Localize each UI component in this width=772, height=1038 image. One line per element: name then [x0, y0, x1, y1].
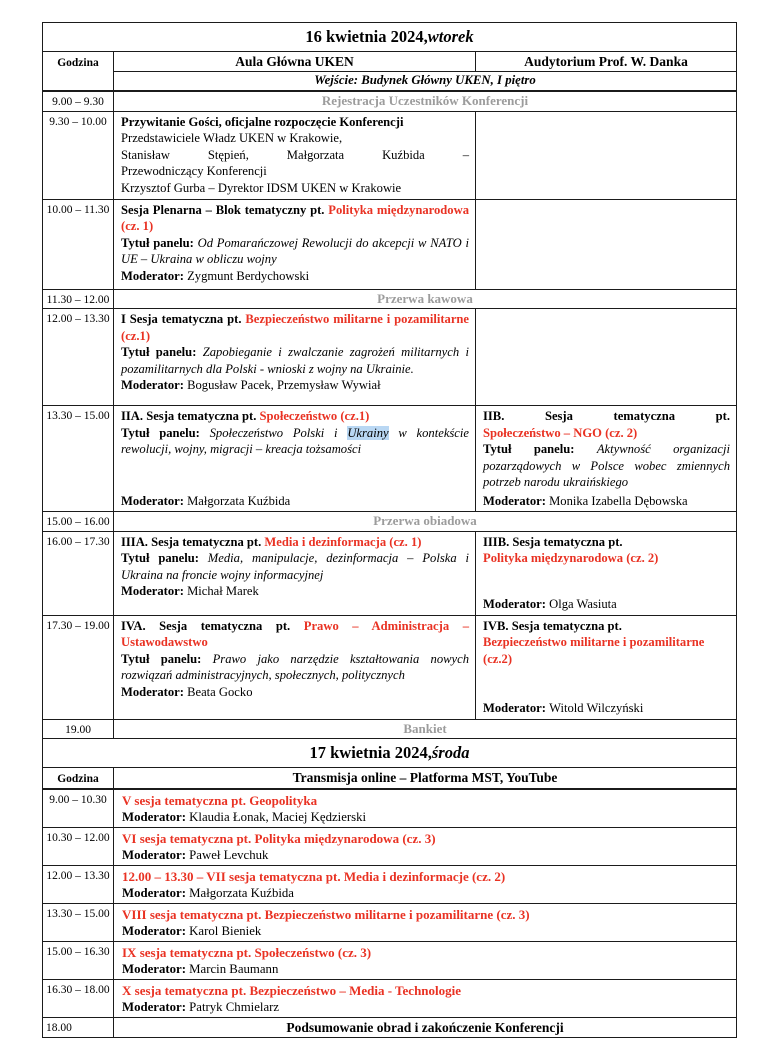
session-title: V sesja tematyczna pt. Geopolityka: [122, 792, 318, 808]
time-cell: 10.30 – 12.00: [43, 828, 114, 865]
moderator-label: Moderator:: [121, 493, 188, 508]
empty-cell: [476, 200, 736, 289]
highlighted-word: Ukrainy: [347, 425, 389, 440]
moderator-line: [122, 999, 730, 1015]
moderator-name: Zygmunt Berdychowski: [187, 268, 310, 283]
session-title-prefix: I Sesja tematyczna pt.: [121, 312, 246, 326]
moderator-name: Patryk Chmielarz: [189, 999, 280, 1014]
panel-label: Tytuł panelu:: [121, 651, 213, 666]
moderator-line: [121, 268, 469, 285]
moderator-line: [122, 885, 730, 901]
session-title-prefix: IIIA. Sesja tematyczna pt.: [121, 534, 265, 549]
session-title-prefix: Sesja Plenarna – Blok tematyczny pt.: [121, 202, 329, 217]
row-lunch-break: [43, 511, 736, 531]
time-cell: 9.00 – 10.30: [43, 790, 114, 827]
session-vi-cell: [114, 828, 736, 865]
row-closing: [43, 1017, 736, 1037]
panel-title-pre: Społeczeństwo Polski i: [209, 425, 348, 440]
time-cell: 13.30 – 15.00: [43, 904, 114, 941]
row-plenary: [43, 199, 736, 289]
panel-label: Tytuł panelu:: [121, 551, 208, 565]
moderator-line: [121, 377, 469, 394]
session-iib-cell: [476, 406, 736, 511]
session-title: [121, 202, 469, 235]
session-title-prefix: IIA. Sesja tematyczna pt.: [121, 409, 260, 423]
moderator-label: Moderator:: [122, 961, 190, 976]
row-session-4: [43, 615, 736, 719]
moderator-label: Moderator:: [483, 701, 550, 715]
panel-title: Zapobieganie i zwalczanie zagrożeń militarnych i pozamilitarnych dla Polski - wnioski z wojny na Ukrainie.: [121, 345, 469, 376]
panel-title: Media, manipulacje, dezinformacja – Polska i Ukraina na froncie wojny informacyjnej: [121, 551, 469, 582]
moderator-label: Moderator:: [122, 885, 190, 900]
venue-a-header: Aula Główna UKEN: [114, 52, 476, 71]
moderator-label: Moderator:: [483, 493, 550, 508]
row-banquet: [43, 719, 736, 739]
session-title: [121, 534, 469, 551]
session-i-cell: [114, 309, 476, 405]
plenary-cell: [114, 200, 476, 289]
row-session-3: [43, 531, 736, 615]
venues-header: [114, 52, 736, 90]
row-session-vii: [43, 865, 736, 903]
venue-headers-row: [114, 52, 736, 72]
moderator-name: Beata Gocko: [187, 684, 253, 699]
moderator-name: Witold Wilczyński: [549, 701, 644, 715]
moderator-line: [122, 847, 730, 863]
moderator-line: [121, 684, 469, 701]
day1-weekday: wtorek: [427, 27, 474, 46]
day2-column-header: [43, 767, 736, 788]
session-iia-cell: [114, 406, 476, 511]
panel-title: Aktywność organizacji pozarządowych w Polsce wobec zmiennych potrzeb narodu ukraińskiego: [483, 442, 730, 489]
session-title: [121, 408, 469, 425]
moderator-name: Karol Bieniek: [189, 923, 262, 938]
session-iiib-cell: [476, 532, 736, 615]
row-opening: [43, 111, 736, 199]
moderator-line: [121, 583, 469, 600]
moderator-line: [122, 809, 730, 825]
session-title-topic: Bezpieczeństwo militarne i pozamilitarne (cz.1): [121, 312, 470, 343]
moderator-line: [483, 596, 730, 613]
stream-note: Transmisja online – Platforma MST, YouTube: [292, 770, 558, 785]
session-iva-cell: [114, 616, 476, 719]
day2-date-header: [43, 738, 736, 767]
session-ix-cell: [114, 942, 736, 979]
moderator-line: [483, 493, 730, 510]
session-title: 12.00 – 13.30 – VII sesja tematyczna pt. Media i dezinformacje (cz. 2): [122, 868, 506, 884]
row-coffee-break: [43, 289, 736, 309]
moderator-label: Moderator:: [121, 268, 188, 283]
row-session-viii: [43, 903, 736, 941]
moderator-label: Moderator:: [122, 923, 190, 938]
session-ivb-cell: [476, 616, 736, 719]
session-title-topic: Społeczeństwo (cz.1): [259, 409, 370, 423]
row-session-2: [43, 405, 736, 511]
row-registration: [43, 90, 736, 111]
session-title-topic: Polityka międzynarodowa (cz. 1): [121, 202, 469, 233]
time-cell: 15.00 – 16.00: [43, 512, 114, 531]
panel-line: [121, 550, 469, 583]
time-cell: 19.00: [43, 720, 114, 739]
row-session-ix: [43, 941, 736, 979]
opening-line: Stanisław Stępień, Małgorzata Kuźbida –: [121, 147, 469, 162]
panel-label: Tytuł panelu:: [121, 235, 198, 250]
session-title: IIIB. Sesja tematyczna pt.: [483, 534, 623, 549]
moderator-label: Moderator:: [121, 378, 188, 392]
time-cell: 11.30 – 12.00: [43, 290, 114, 309]
moderator-name: Małgorzata Kuźbida: [189, 885, 294, 900]
moderator-label: Moderator:: [122, 847, 190, 862]
moderator-name: Olga Wasiuta: [549, 597, 617, 611]
moderator-line: [483, 700, 730, 717]
row-session-vi: [43, 827, 736, 865]
session-title: IIB. Sesja tematyczna pt.: [483, 409, 730, 423]
panel-line: [121, 235, 469, 268]
session-title-topic: Prawo – Administracja – Ustawodawstwo: [121, 618, 469, 649]
venue-b-header: Audytorium Prof. W. Danka: [524, 54, 688, 69]
panel-line: [121, 344, 469, 377]
lunch-break-label: Przerwa obiadowa: [373, 513, 477, 528]
time-column-header: Godzina: [43, 52, 114, 90]
moderator-name: Klaudia Łonak, Maciej Kędzierski: [189, 809, 367, 824]
empty-cell: [476, 112, 736, 199]
moderator-name: Monika Izabella Dębowska: [549, 493, 688, 508]
day2-date-text: 17 kwietnia 2024,: [309, 743, 432, 762]
session-title-topic: Społeczeństwo – NGO (cz. 2): [483, 425, 638, 440]
closing-label: Podsumowanie obrad i zakończenie Konferencji: [286, 1019, 564, 1035]
row-session-x: [43, 979, 736, 1017]
day1-date-text: 16 kwietnia 2024,: [305, 27, 428, 46]
time-cell: 12.00 – 13.30: [43, 309, 114, 405]
session-iiia-cell: [114, 532, 476, 615]
moderator-line: [122, 923, 730, 939]
row-session-1: [43, 308, 736, 405]
panel-label: Tytuł panelu:: [121, 345, 203, 359]
panel-label: Tytuł panelu:: [121, 425, 210, 440]
session-title: X sesja tematyczna pt. Bezpieczeństwo – Media - Technologie: [122, 982, 462, 998]
time-cell: 9.00 – 9.30: [43, 92, 114, 111]
session-title: VI sesja tematyczna pt. Polityka międzynarodowa (cz. 3): [122, 830, 436, 846]
session-title-prefix: IVA. Sesja tematyczna pt.: [121, 618, 304, 633]
entrance-note: Wejście: Budynek Główny UKEN, I piętro: [314, 73, 536, 87]
moderator-name: Bogusław Pacek, Przemysław Wywiał: [187, 378, 381, 392]
session-title: [121, 311, 469, 344]
session-title: VIII sesja tematyczna pt. Bezpieczeństwo militarne i pozamilitarne (cz. 3): [122, 906, 530, 922]
panel-label: Tytuł panelu:: [483, 442, 597, 456]
moderator-line: [122, 961, 730, 977]
row-session-v: [43, 788, 736, 827]
day1-date-header: [43, 23, 736, 51]
time-cell: 10.00 – 11.30: [43, 200, 114, 289]
opening-line: Przedstawiciele Władz UKEN w Krakowie,: [121, 131, 343, 145]
session-title-topic: Bezpieczeństwo militarne i pozamilitarne (cz.2): [483, 635, 705, 666]
session-v-cell: [114, 790, 736, 827]
time-cell: 17.30 – 19.00: [43, 616, 114, 719]
time-cell: 16.30 – 18.00: [43, 980, 114, 1017]
moderator-label: Moderator:: [122, 809, 190, 824]
day1-column-header-block: [43, 51, 736, 90]
session-viii-cell: [114, 904, 736, 941]
time-cell: 15.00 – 16.30: [43, 942, 114, 979]
session-x-cell: [114, 980, 736, 1017]
opening-line: Przewodniczący Konferencji: [121, 164, 267, 178]
moderator-name: Michał Marek: [187, 584, 259, 598]
session-title-topic: Media i dezinformacja (cz. 1): [264, 534, 422, 549]
time-cell: 12.00 – 13.30: [43, 866, 114, 903]
moderator-name: Paweł Levchuk: [189, 847, 269, 862]
registration-label: Rejestracja Uczestników Konferencji: [321, 93, 529, 108]
panel-title: Od Pomarańczowej Rewolucji do akcepcji w NATO i UE – Ukraina w obliczu wojny: [121, 235, 469, 266]
moderator-label: Moderator:: [121, 684, 188, 699]
empty-cell: [476, 309, 736, 405]
moderator-line: [121, 493, 469, 510]
time-cell: 16.00 – 17.30: [43, 532, 114, 615]
time-column-header: Godzina: [43, 768, 114, 788]
moderator-name: Małgorzata Kuźbida: [187, 493, 291, 508]
moderator-label: Moderator:: [122, 999, 190, 1014]
session-title: [121, 618, 469, 651]
moderator-name: Marcin Baumann: [189, 961, 279, 976]
session-title-topic: Polityka międzynarodowa (cz. 2): [483, 551, 659, 565]
opening-line: Krzysztof Gurba – Dyrektor IDSM UKEN w Krakowie: [121, 180, 402, 195]
conference-schedule-table: [42, 22, 737, 1038]
panel-line: [483, 441, 730, 491]
session-title: IX sesja tematyczna pt. Społeczeństwo (cz. 3): [122, 944, 372, 960]
session-title: IVB. Sesja tematyczna pt.: [483, 618, 622, 633]
coffee-break-label: Przerwa kawowa: [377, 290, 473, 306]
panel-title: Prawo jako narzędzie kształtowania nowych rozwiązań administracyjnych, społecznych, politycznych: [121, 651, 469, 682]
banquet-label: Bankiet: [403, 720, 447, 736]
day2-weekday: środa: [431, 743, 470, 762]
panel-title-post: w kontekście rewolucji, wojny, migracji – kreacja tożsamości: [121, 425, 469, 456]
panel-line: [121, 425, 469, 458]
opening-title: Przywitanie Gości, oficjalne rozpoczęcie Konferencji: [121, 114, 404, 129]
opening-cell: [114, 112, 476, 199]
time-cell: 9.30 – 10.00: [43, 112, 114, 199]
session-vii-cell: [114, 866, 736, 903]
panel-line: [121, 651, 469, 684]
time-cell: 13.30 – 15.00: [43, 406, 114, 511]
moderator-label: Moderator:: [121, 584, 188, 598]
moderator-label: Moderator:: [483, 597, 550, 611]
time-cell: 18.00: [43, 1018, 114, 1037]
